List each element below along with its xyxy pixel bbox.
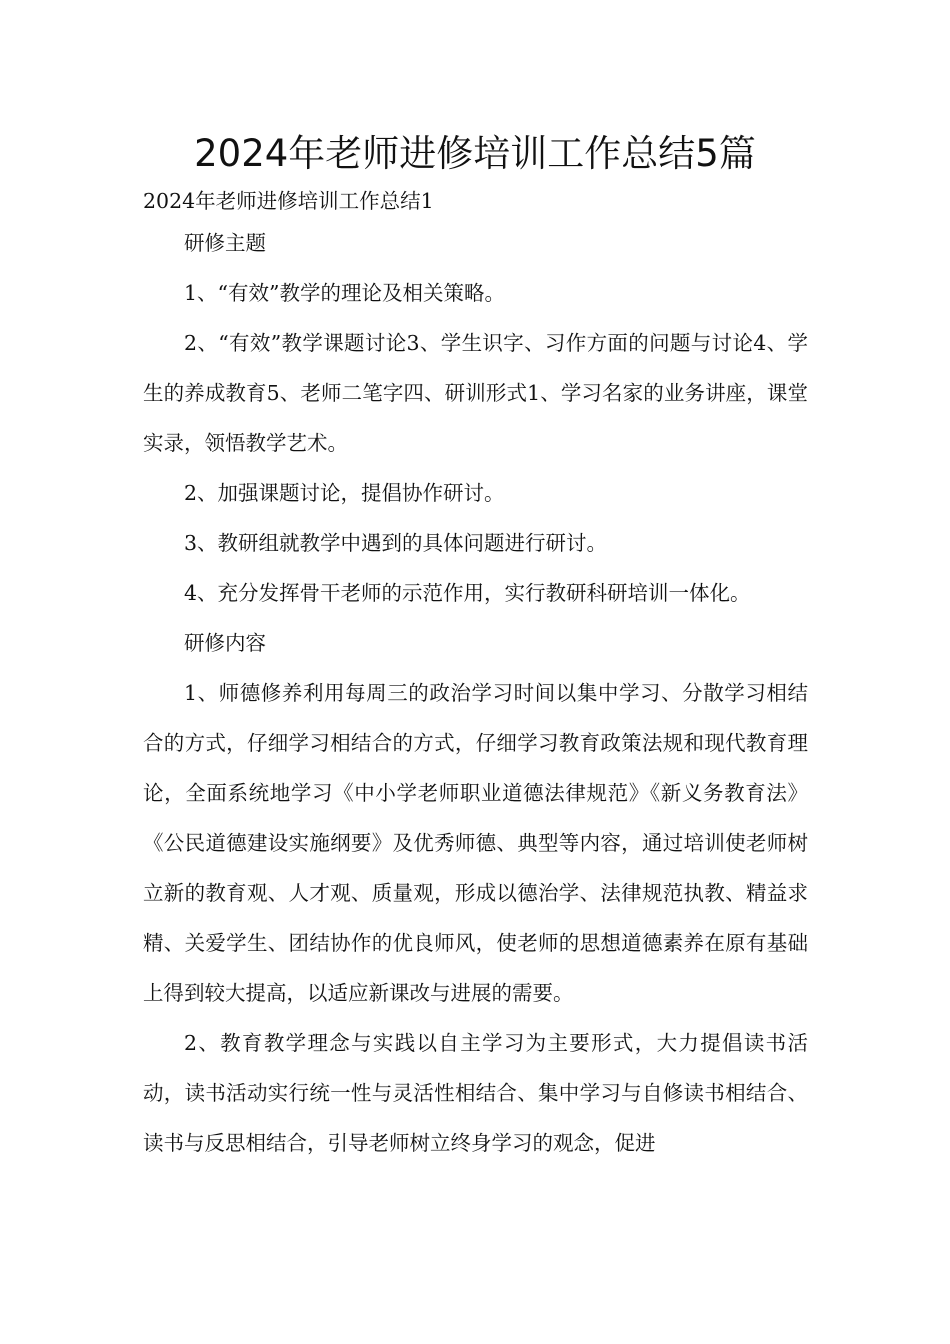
paragraph-content-heading: 研修内容 — [184, 631, 266, 655]
paragraph-item-3: 2、加强课题讨论，提倡协作研讨。 — [184, 481, 505, 505]
paragraph-item-1: 1、“有效”教学的理论及相关策略。 — [184, 281, 506, 305]
paragraph-ethics: 1、师德修养利用每周三的政治学习时间以集中学习、分散学习相结合的方式，仔细学习相结合的方式，仔细学习教育政策法规和现代教育理论，全面系统地学习《中小学老师职业道德法律规范》《新义务教育法》《公民道德建设实施纲要》及优秀师德、典型等内容，通过培训使老师树立新的教育观、人才观、质量观，形成以德治学、法律规范执教、精益求精、关爱学生、团结协作的优良师风，使老师的思想道德素养在原有基础上得到较大提高，以适应新课改与进展的需要。 — [143, 681, 808, 1005]
section-heading: 2024年老师进修培训工作总结1 — [143, 189, 434, 213]
paragraph-item-4: 3、教研组就教学中遇到的具体问题进行研讨。 — [184, 531, 608, 555]
paragraph-teaching-practice: 2、教育教学理念与实践以自主学习为主要形式，大力提倡读书活动，读书活动实行统一性与灵活性相结合、集中学习与自修读书相结合、读书与反思相结合，引导老师树立终身学习的观念，促进 — [143, 1031, 808, 1155]
paragraph-item-2: 2、“有效”教学课题讨论3、学生识字、习作方面的问题与讨论4、学生的养成教育5、老师二笔字四、研训形式1、学习名家的业务讲座，课堂实录，领悟教学艺术。 — [143, 331, 808, 455]
document-title: 2024年老师进修培训工作总结5篇 — [194, 132, 756, 175]
document-body — [143, 184, 808, 1168]
paragraph-topic-heading: 研修主题 — [184, 231, 266, 255]
paragraph-item-5: 4、充分发挥骨干老师的示范作用，实行教研科研培训一体化。 — [184, 581, 751, 605]
